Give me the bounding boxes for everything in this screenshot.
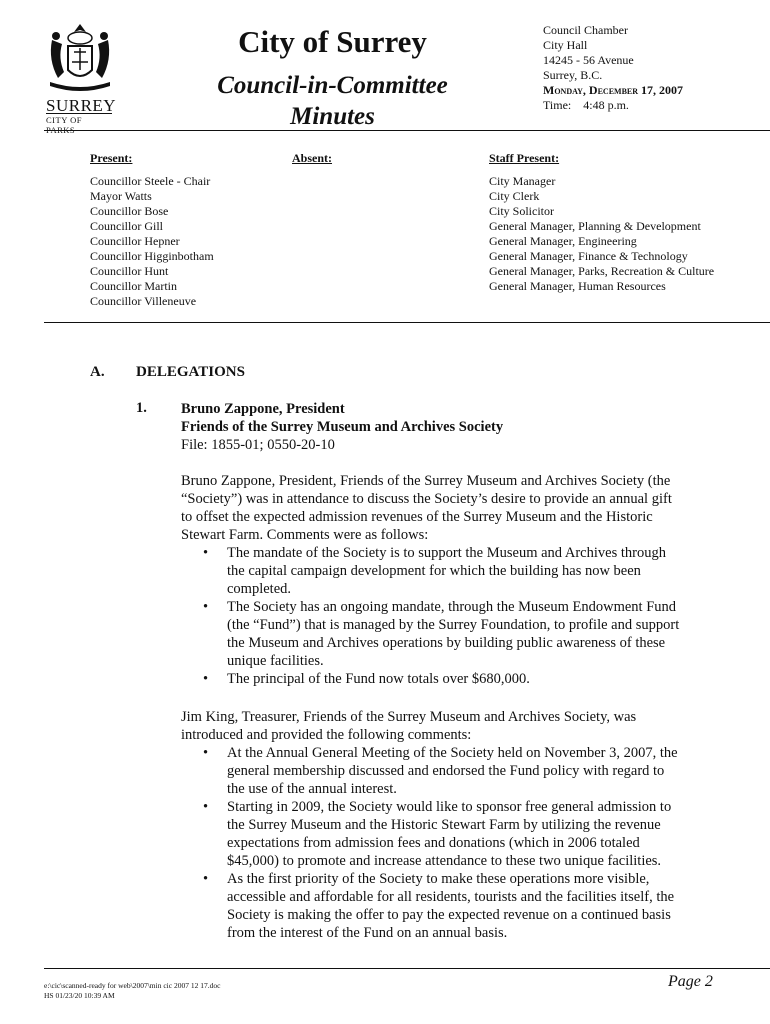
bullet-icon: •	[203, 671, 209, 687]
present-member: Councillor Martin	[90, 279, 177, 293]
present-member: Councillor Steele - Chair	[90, 174, 211, 188]
logo-wordmark: SURREY	[46, 96, 117, 115]
present-member: Councillor Higginbotham	[90, 249, 214, 263]
staff-member: General Manager, Finance & Technology	[489, 249, 688, 263]
list-item-text: The Society has an ongoing mandate, through the Museum Endowment Fund (the “Fund”) that is managed by the Surrey Foundation, to profile and support the Museum and Archives operations by building public awareness of these unique facilities.	[227, 599, 680, 669]
item-number: 1.	[136, 400, 147, 416]
list-item	[181, 744, 681, 798]
logo-tagline: CITY OF PARKS	[46, 113, 112, 135]
present-member: Mayor Watts	[90, 189, 152, 203]
staff-member: City Manager	[489, 174, 556, 188]
document-subtitle	[200, 70, 465, 132]
item-heading	[181, 400, 503, 454]
list-item-text: At the Annual General Meeting of the Society held on November 3, 2007, the general membership discussed and endorsed the Fund policy with regard to the use of the annual interest.	[227, 745, 678, 797]
bullet-icon: •	[203, 799, 209, 815]
list-item	[181, 544, 681, 598]
present-heading: Present:	[90, 151, 133, 165]
venue-city: Surrey, B.C.	[543, 68, 603, 82]
comment-list-2	[181, 744, 681, 942]
present-member: Councillor Hunt	[90, 264, 169, 278]
venue-street: 14245 - 56 Avenue	[543, 53, 634, 67]
footer-stamp: HS 01/23/20 10:39 AM	[44, 991, 115, 1000]
present-member: Councillor Hepner	[90, 234, 180, 248]
meeting-date: Monday, December 17, 2007	[543, 83, 684, 97]
document-title: City of Surrey	[238, 24, 427, 59]
absent-heading: Absent:	[292, 151, 333, 165]
comment-list-1	[181, 544, 681, 688]
list-item	[181, 870, 681, 942]
staff-member: City Clerk	[489, 189, 540, 203]
delegate-organization: Friends of the Surrey Museum and Archives Society	[181, 419, 504, 435]
delegation-paragraph-1	[181, 472, 681, 688]
section-letter: A.	[90, 364, 105, 380]
staff-member: General Manager, Parks, Recreation & Culture	[489, 264, 715, 278]
footer-file-info	[44, 981, 220, 1001]
delegation-paragraph-2	[181, 708, 681, 942]
meeting-details	[543, 23, 683, 113]
bullet-icon: •	[203, 745, 209, 761]
coat-of-arms-icon	[44, 20, 116, 98]
bullet-icon: •	[203, 599, 209, 615]
staff-member: General Manager, Planning & Development	[489, 219, 701, 233]
list-item-text: As the first priority of the Society to make these operations more visible, accessible and affordable for all residents, tourists and the facilities itself, the Society is making the offer to pay the expected revenue on a continued basis from the interest of the Fund on an annual basis.	[227, 871, 675, 941]
list-item-text: The principal of the Fund now totals over $680,000.	[227, 671, 530, 687]
list-item-text: Starting in 2009, the Society would like to sponsor free general admission to the Surrey Museum and the Historic Stewart Farm by utilizing the revenue expectations from admission fees and donations (which in 2006 totaled $45,000) to promote and increase attendance to these two unique facilities.	[227, 799, 672, 869]
page-number: Page 2	[668, 973, 713, 990]
present-list	[90, 174, 214, 309]
attendance-divider	[44, 322, 770, 323]
staff-member: General Manager, Human Resources	[489, 279, 666, 293]
delegate-name: Bruno Zappone, President	[181, 401, 345, 417]
header-divider	[44, 130, 770, 131]
present-member: Councillor Bose	[90, 204, 169, 218]
subtitle-line-1: Council-in-Committee	[217, 72, 448, 99]
staff-member: General Manager, Engineering	[489, 234, 637, 248]
list-item	[181, 798, 681, 870]
venue-room: Council Chamber	[543, 23, 628, 37]
time-value: 4:48 p.m.	[583, 98, 629, 112]
file-reference: File: 1855-01; 0550-20-10	[181, 437, 335, 453]
list-item	[181, 598, 681, 670]
section-title: DELEGATIONS	[136, 364, 245, 380]
staff-heading: Staff Present:	[489, 151, 560, 165]
time-label: Time:	[543, 98, 572, 112]
bullet-icon: •	[203, 871, 209, 887]
list-item	[181, 670, 681, 688]
footer-divider	[44, 968, 770, 969]
paragraph-text: Jim King, Treasurer, Friends of the Surrey Museum and Archives Society, was introduced and provided the following comments:	[181, 709, 637, 743]
paragraph-text: Bruno Zappone, President, Friends of the Surrey Museum and Archives Society (the “Society”) was in attendance to discuss the Society’s desire to provide an annual gift to offset the expected admission revenues of the Surrey Museum and the Historic Stewart Farm. Comments were as follows:	[181, 473, 672, 543]
subtitle-line-2: Minutes	[290, 103, 375, 130]
meeting-time	[543, 98, 683, 113]
staff-list	[489, 174, 714, 294]
bullet-icon: •	[203, 545, 209, 561]
present-member: Councillor Villeneuve	[90, 294, 197, 308]
footer-path: e:\cic\scanned-ready for web\2007\min cic 2007 12 17.doc	[44, 981, 221, 990]
present-member: Councillor Gill	[90, 219, 163, 233]
staff-member: City Solicitor	[489, 204, 555, 218]
venue-building: City Hall	[543, 38, 588, 52]
list-item-text: The mandate of the Society is to support the Museum and Archives through the capital campaign development for which the building has now been completed.	[227, 545, 666, 597]
